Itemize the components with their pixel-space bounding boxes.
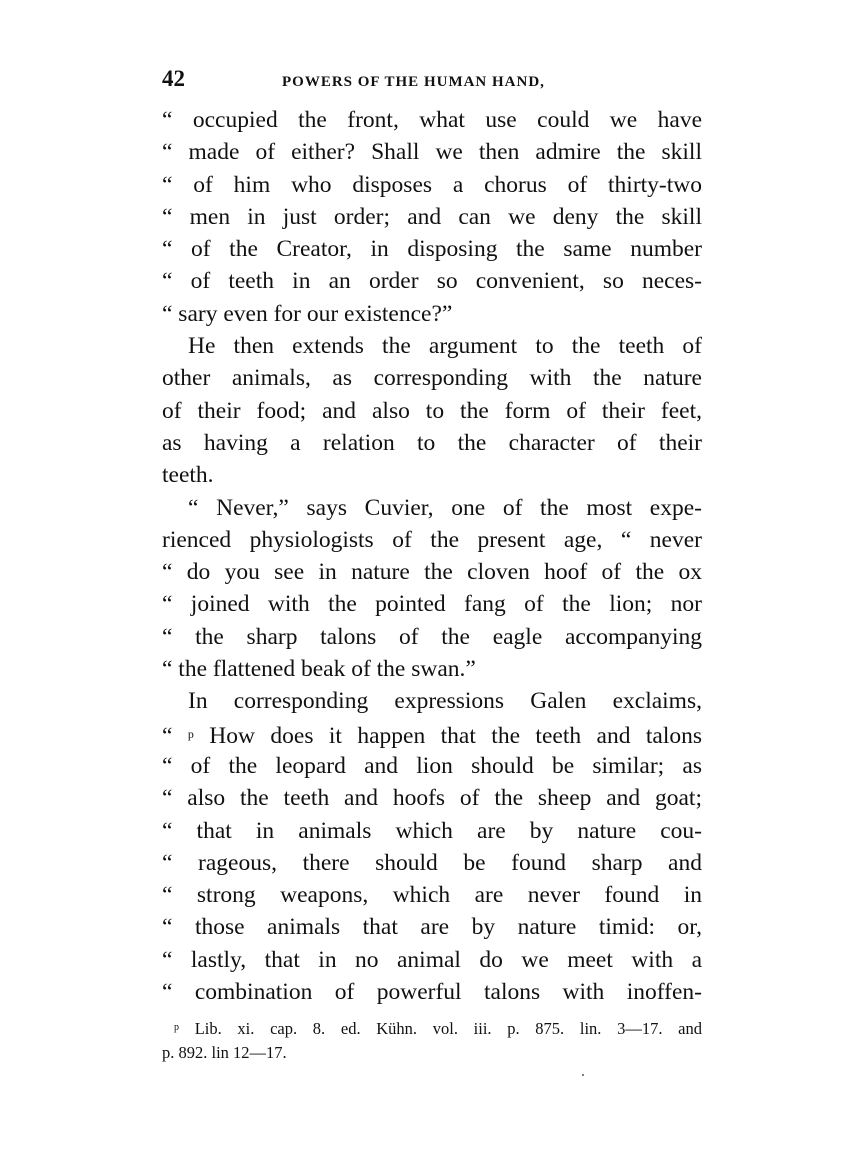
text-line: “ combination of powerful talons with inoffen- [162,979,702,1006]
text-line: “ those animals that are by nature timid: or, [162,914,702,941]
text-line: How does it happen that the teeth and talons [209,722,702,749]
text-line: “ that in animals which are by nature cou- [162,817,702,844]
page-number: 42 [162,66,185,91]
paragraph-start-line: He then extends the argument to the teeth of [188,333,702,360]
text-line: “ do you see in nature the cloven hoof of the ox [162,559,702,586]
text-line: as having a relation to the character of their [162,429,702,456]
page-header [162,66,702,104]
text-line: “ of him who disposes a chorus of thirty-two [162,171,702,198]
running-title: POWERS OF THE HUMAN HAND, [282,74,545,90]
text-line: rienced physiologists of the present age, “ never [162,526,702,553]
quote-prefix: “ [162,722,188,749]
text-line: “ the flattened beak of the swan.” [162,656,476,683]
footnote-line [162,1016,702,1041]
text-line: of their food; and also to the form of their feet, [162,397,702,424]
footnoted-line [162,718,702,750]
text-line: “ of teeth in an order so convenient, so neces- [162,268,702,295]
footnote-marker: p [174,1022,179,1034]
footnote-text: Lib. xi. cap. 8. ed. Kühn. vol. iii. p. 875. lin. 3—17. and [194,1019,703,1039]
text-line: “ rageous, there should be found sharp and [162,849,702,876]
text-line: “ men in just order; and can we deny the skill [162,203,702,230]
text-line: “ made of either? Shall we then admire the skill [162,139,702,166]
text-line: “ of the Creator, in disposing the same number [162,236,702,263]
body-text [162,104,702,1008]
text-line: other animals, as corresponding with the nature [162,365,702,392]
footnote [162,1016,702,1065]
footnote-line: p. 892. lin 12—17. [162,1043,287,1063]
text-line: “ lastly, that in no animal do we meet with a [162,946,702,973]
book-page [162,66,702,1065]
text-line: teeth. [162,462,214,489]
text-line: “ also the teeth and hoofs of the sheep and goat; [162,785,702,812]
print-speck [582,1074,584,1076]
text-line: “ the sharp talons of the eagle accompanying [162,623,702,650]
text-line: “ occupied the front, what use could we have [162,107,702,133]
text-line: “ sary even for our existence?” [162,300,453,327]
text-line: “ joined with the pointed fang of the lion; nor [162,591,702,618]
paragraph-start-line: “ Never,” says Cuvier, one of the most expe- [188,494,702,521]
paragraph-start-line: In corresponding expressions Galen exclaims, [188,688,702,715]
text-line: “ of the leopard and lion should be similar; as [162,752,702,779]
footnote-reference-mark: p [187,726,194,741]
text-line: “ strong weapons, which are never found in [162,882,702,909]
